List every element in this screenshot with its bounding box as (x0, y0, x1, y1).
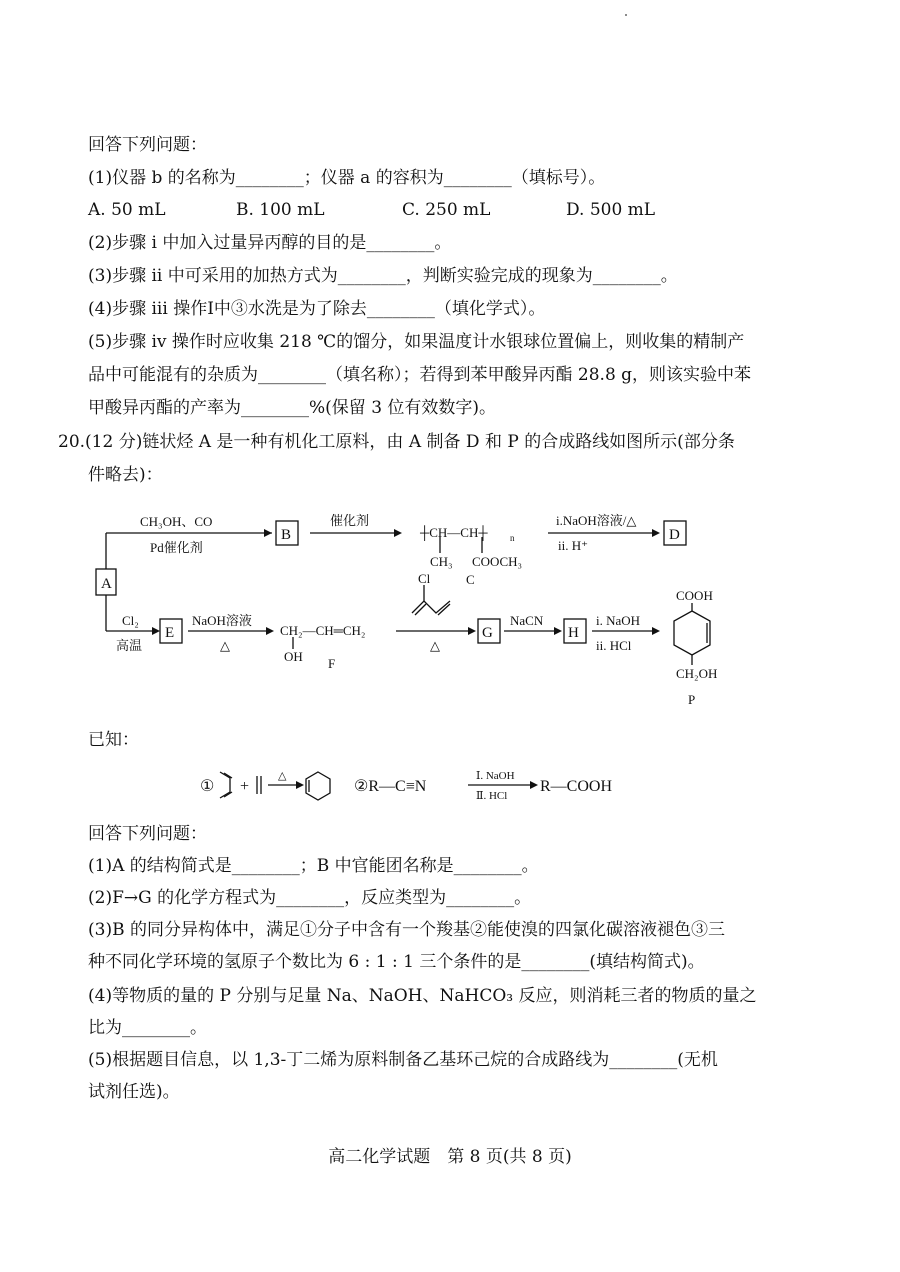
q20-part3-line2: 种不同化学环境的氢原子个数比为 6 : 1 : 1 三个条件的是________(填结构简式)。 (88, 952, 705, 972)
q19-part1: (1)仪器 b 的名称为________；仪器 a 的容积为________（填标号）。 (88, 168, 606, 188)
q19-part5-line2: 品中可能混有的杂质为________（填名称）；若得到苯甲酸异丙酯 28.8 g，则该实验中苯 (88, 365, 752, 385)
f-hydroxyl: OH (284, 649, 303, 664)
q19-part5-line3: 甲酸异丙酯的产率为________%(保留 3 位有效数字)。 (88, 398, 497, 418)
q20-part4-line2: 比为________。 (88, 1018, 207, 1038)
scheme-svg (90, 505, 750, 710)
known-nitrile: ②R—C≡N (354, 778, 427, 795)
page-footer: 高二化学试题 第 8 页(共 8 页) (328, 1147, 572, 1167)
synthesis-scheme (90, 505, 750, 714)
label-box-b: B (281, 527, 292, 543)
label-box-a: A (101, 576, 112, 592)
option-c: C. 250 mL (402, 200, 491, 220)
label-c: C (466, 572, 475, 587)
scan-speck (625, 14, 627, 16)
f-formula: CH₂—CH═CH₂ (280, 623, 366, 638)
cond-d-step2: ii. H⁺ (558, 538, 588, 553)
polymer-cooch3: COOCH₃ (472, 554, 523, 569)
q19-part3: (3)步骤 ii 中可采用的加热方式为________，判断实验完成的现象为________。 (88, 266, 678, 286)
label-box-e: E (165, 625, 175, 641)
known-reactions-svg (200, 764, 640, 804)
q20-heading: 回答下列问题： (88, 824, 207, 844)
known-cond-1: Ⅰ. NaOH (476, 770, 515, 782)
q20-intro-line1: 20.(12 分)链状烃 A 是一种有机化工原料，由 A 制备 D 和 P 的合成路线如图所示(部分条 (58, 432, 735, 452)
q19-part5-line1: (5)步骤 iv 操作时应收集 218 ℃的馏分，如果温度计水银球位置偏上，则收集的精制产 (88, 332, 745, 352)
q20-part5-line1: (5)根据题目信息，以 1,3-丁二烯为原料制备乙基环己烷的合成路线为________(无机 (88, 1050, 718, 1070)
cond-pd-catalyst: Pd催化剂 (150, 540, 203, 555)
option-a: A. 50 mL (88, 200, 166, 220)
cond-methanol-co: CH₃OH、CO (140, 514, 213, 529)
polymer-subscript-n: n (510, 533, 515, 543)
cond-naoh-aq: NaOH溶液 (192, 613, 252, 628)
q19-part4: (4)步骤 iii 操作Ⅰ中③水洗是为了除去________（填化学式）。 (88, 299, 546, 319)
q20-part5-line2: 试剂任选)。 (88, 1082, 180, 1102)
option-b: B. 100 mL (236, 200, 325, 220)
cond-catalyst: 催化剂 (330, 513, 370, 528)
cond-h-step2: ii. HCl (596, 638, 632, 653)
cond-high-temp: 高温 (116, 638, 143, 653)
q20-part3-line1: (3)B 的同分异构体中，满足①分子中含有一个羧基②能使溴的四氯化碳溶液褪色③三 (88, 920, 725, 940)
cond-heat: △ (220, 638, 230, 653)
chlorodiene-skeleton (412, 601, 450, 613)
label-f: F (328, 656, 336, 671)
q20-part2: (2)F→G 的化学方程式为________，反应类型为________。 (88, 888, 532, 908)
chlorodiene-cl: Cl (418, 571, 431, 586)
polymer-ch3: CH₃ (430, 554, 453, 569)
polymer-backbone: ┼CH—CH┼ (420, 525, 488, 540)
q20-part1: (1)A 的结构简式是________；B 中官能团名称是________。 (88, 856, 539, 876)
q20-intro-line2: 件略去)： (88, 465, 163, 485)
p-ch2oh: CH₂OH (676, 666, 718, 681)
cond-nacn: NaCN (510, 613, 544, 628)
known-plus: + (240, 778, 250, 795)
known-heat: △ (278, 770, 287, 782)
cond-h-step1: i. NaOH (596, 613, 641, 628)
label-box-d: D (669, 527, 680, 543)
option-d: D. 500 mL (566, 200, 656, 220)
label-box-h: H (568, 625, 579, 641)
q19-heading: 回答下列问题： (88, 135, 207, 155)
cond-cl2: Cl₂ (122, 613, 139, 628)
label-p: P (688, 692, 696, 707)
p-cooh: COOH (676, 588, 713, 603)
known-cond-2: Ⅱ. HCl (476, 790, 508, 802)
q19-part2: (2)步骤 i 中加入过量异丙醇的目的是________。 (88, 233, 452, 253)
cond-d-step1: i.NaOH溶液/△ (556, 513, 637, 528)
known-product: R—COOH (540, 778, 613, 795)
p-ring (674, 611, 710, 655)
label-box-g: G (482, 625, 493, 641)
known-label: 已知： (88, 730, 139, 750)
known-circle-1: ① (200, 778, 215, 795)
known-reactions (200, 764, 640, 808)
q20-part4-line1: (4)等物质的量的 P 分别与足量 Na、NaOH、NaHCO₃ 反应，则消耗三者的物质的量之 (88, 986, 757, 1006)
cond-heat-2: △ (430, 638, 440, 653)
